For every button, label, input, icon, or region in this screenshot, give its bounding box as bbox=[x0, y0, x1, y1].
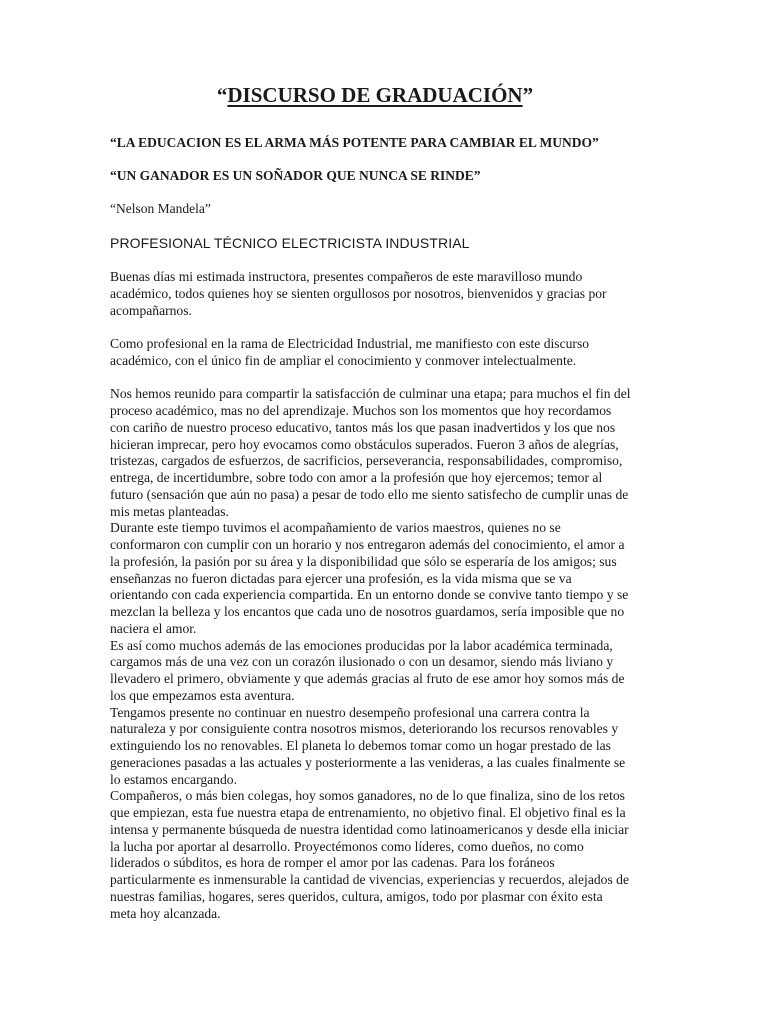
paragraph-nature: Tengamos presente no continuar en nuestro desempeño profesional una carrera contra la naturaleza y por consiguiente contra nosotros mismos, deteriorando los recursos renovables y extinguiendo los no renovables. El planeta lo debemos tomar como un hogar prestado de las generaciones pasadas a las actuales y posteriormente a las venideras, a las cuales finalmente se lo estamos encargando. bbox=[110, 704, 626, 787]
quote-education: “LA EDUCACION ES EL ARMA MÁS POTENTE PARA CAMBIAR EL MUNDO” bbox=[110, 135, 599, 150]
document-title bbox=[110, 82, 632, 108]
quote-author: “Nelson Mandela” bbox=[110, 201, 211, 216]
career-heading: PROFESIONAL TÉCNICO ELECTRICISTA INDUSTRIAL bbox=[110, 235, 470, 251]
paragraph-reflection: Nos hemos reunido para compartir la satisfacción de culminar una etapa; para muchos el fin del proceso académico, mas no del aprendizaje. Muchos son los momentos que hoy recordamos con cariño de nuestro proceso educativo, tantos más los que pasan inadvertidos y los que nos hicieran imprecar, pero hoy evocamos como obstáculos superados. Fueron 3 años de alegrías, tristezas, cargados de esfuerzos, de sacrificios, perseverancia, responsabilidades, compromiso, entrega, de incertidumbre, sobre todo con amor a la profesión que hoy ejercemos; temor al futuro (sensación que aún no pasa) a pesar de todo ello me siento satisfecho de cumplir unas de mis metas planteadas. bbox=[110, 386, 631, 519]
paragraph-greeting: Buenas días mi estimada instructora, presentes compañeros de este maravilloso mundo académico, todos quienes hoy se sienten orgullosos por nosotros, bienvenidos y gracias por acompañarnos. bbox=[110, 269, 607, 318]
title-open-quote: “ bbox=[216, 83, 228, 107]
document-page bbox=[110, 82, 632, 922]
title-text: DISCURSO DE GRADUACIÓN bbox=[227, 83, 523, 107]
quote-winner: “UN GANADOR ES UN SOÑADOR QUE NUNCA SE RINDE” bbox=[110, 168, 481, 183]
paragraph-teachers: Durante este tiempo tuvimos el acompañamiento de varios maestros, quienes no se conformaron con cumplir con un horario y nos entregaron además del conocimiento, el amor a la profesión, la pasión por su área y la disponibilidad que sólo se esperaría de los amigos; sus enseñanzas no fueron dictadas para ejercer una profesión, es la vida misma que se va orientando con cada experiencia compartida. En un entorno donde se convive tanto tiempo y se mezclan la belleza y los encantos que cada uno de nosotros guardamos, sería imposible que no naciera el amor. bbox=[110, 520, 629, 636]
paragraph-colleagues: Compañeros, o más bien colegas, hoy somos ganadores, no de lo que finaliza, sino de los retos que empiezan, esta fue nuestra etapa de entrenamiento, no objetivo final. El objetivo final es la intensa y permanente búsqueda de nuestra identidad como latinoamericanos y desde ella iniciar la lucha por aportar al desarrollo. Proyectémonos como líderes, como dueños, no como liderados o súbditos, es hora de romper el amor por las cadenas. Para los foráneos particularmente es inmensurable la cantidad de vivencias, experiencias y recuerdos, alejados de nuestras familias, hogares, seres queridos, cultura, amigos, todo por plasmar con éxito esta meta hoy alcanzada. bbox=[110, 788, 629, 921]
paragraph-love: Es así como muchos además de las emociones producidas por la labor académica terminada, cargamos más de una vez con un corazón ilusionado o con un desamor, siendo más liviano y llevadero el primero, obviamente y que además gracias al fruto de ese amor hoy somos más de los que empezamos esta aventura. bbox=[110, 637, 625, 703]
paragraph-introduction: Como profesional en la rama de Electricidad Industrial, me manifiesto con este discurso académico, con el único fin de ampliar el conocimiento y conmover intelectualmente. bbox=[110, 336, 590, 368]
title-close-quote: ” bbox=[522, 83, 534, 107]
